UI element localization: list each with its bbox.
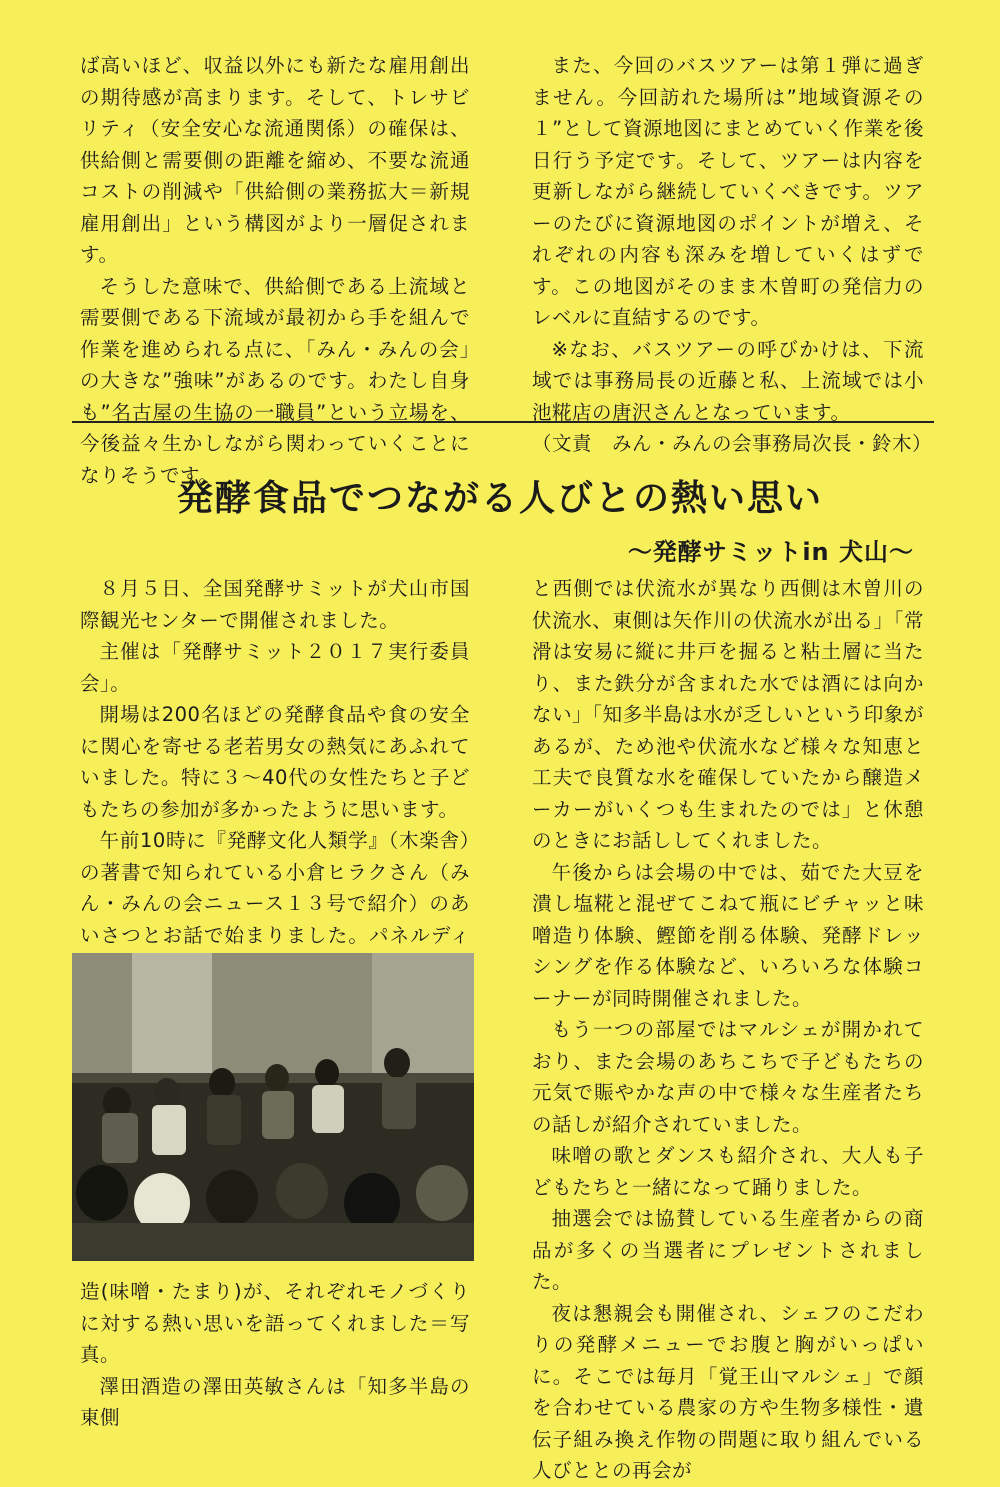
paragraph: もう一つの部屋ではマルシェが開かれており、また会場のあちこちで子どもたちの元気で賑やかな声の中で様々な生産者たちの話しが紹介されていました。	[532, 1018, 924, 1136]
top-right-column	[532, 50, 933, 460]
paragraph: 主催は「発酵サミット２０１７実行委員会」。	[80, 640, 470, 695]
paragraph: 午後からは会場の中では、茹でた大豆を潰し塩糀と混ぜてこねて瓶にビチャッと味噌造り体験、鰹節を削る体験、発酵ドレッシングを作る体験など、いろいろな体験コーナーが同時開催されました。	[532, 860, 924, 1010]
paragraph: 午前10時に『発酵文化人類学』（木楽舎）の著書で知られている小倉ヒラクさん（みん・みんの会ニュース１３号で紹介）のあいさつとお話で始まりました。パネルディ	[80, 829, 470, 947]
event-photo	[72, 953, 474, 1261]
article-right-column	[532, 573, 924, 1487]
paragraph: 造(味噌・たまり)が、それぞれモノづくりに対する熱い思いを語ってくれました＝写真。	[80, 1280, 470, 1366]
byline: （文責 みん・みんの会事務局次長・鈴木）	[532, 432, 933, 455]
article-left-continuation	[80, 1276, 470, 1434]
paragraph: と西側では伏流水が異なり西側は木曽川の伏流水、東側は矢作川の伏流水が出る」「常滑は安易に縦に井戸を掘ると粘土層に当たり、また鉄分が含まれた水では酒には向かない」「知多半島は水が乏しいという印象があるが、ため池や伏流水など様々な知恵と工夫で良質な水を確保していたから醸造メーカーがいくつも生まれたのでは」と休憩のときにお話ししてくれました。	[532, 577, 924, 852]
paragraph: 開場は200名ほどの発酵食品や食の安全に関心を寄せる老若男女の熱気にあふれていました。特に３～40代の女性たちと子どもたちの参加が多かったように思います。	[80, 703, 470, 821]
paragraph: ８月５日、全国発酵サミットが犬山市国際観光センターで開催されました。	[80, 577, 470, 632]
paragraph: そうした意味で、供給側である上流域と需要側である下流域が最初から手を組んで作業を進められる点に、「みん・みんの会」の大きな”強味”があるのです。わたし自身も”名古屋の生協の一職員”という立場を、今後益々生かしながら関わっていくことになりそうです。	[80, 274, 470, 487]
paragraph: 澤田酒造の澤田英敏さんは「知多半島の東側	[80, 1374, 470, 1429]
paragraph: 味噌の歌とダンスも紹介され、大人も子どもたちと一緒になって踊りました。	[532, 1144, 924, 1199]
paragraph: 夜は懇親会も開催され、シェフのこだわりの発酵メニューでお腹と胸がいっぱいに。そこでは毎月「覚王山マルシェ」で顔を合わせている農家の方や生物多様性・遺伝子組み換え作物の問題に取り組んでいる人びととの再会が	[532, 1301, 924, 1482]
top-left-column	[80, 50, 470, 491]
paragraph: また、今回のバスツアーは第１弾に過ぎません。今回訪れた場所は”地域資源その１”として資源地図にまとめていく作業を後日行う予定です。そして、ツアーは内容を更新しながら継続していくべきです。ツアーのたびに資源地図のポイントが増え、それぞれの内容も深みを増していくはずです。この地図がそのまま木曽町の発信力のレベルに直結するのです。	[532, 54, 924, 329]
article-subtitle: ～発酵サミットin 犬山～	[627, 538, 914, 566]
section-divider	[72, 421, 934, 423]
paragraph: 抽選会では協賛している生産者からの商品が多くの当選者にプレゼントされました。	[532, 1207, 924, 1293]
paragraph: ば高いほど、収益以外にも新たな雇用創出の期待感が高まります。そして、トレサビリティ（安全安心な流通関係）の確保は、供給側と需要側の距離を縮め、不要な流通コストの削減や「供給側の業務拡大＝新規雇用創出」という構図がより一層促されます。	[80, 54, 470, 266]
article-title: 発酵食品でつながる人びとの熱い思い	[176, 477, 823, 519]
paragraph: ※なお、バスツアーの呼びかけは、下流域では事務局長の近藤と私、上流域では小池糀店の唐沢さんとなっています。	[532, 337, 924, 424]
